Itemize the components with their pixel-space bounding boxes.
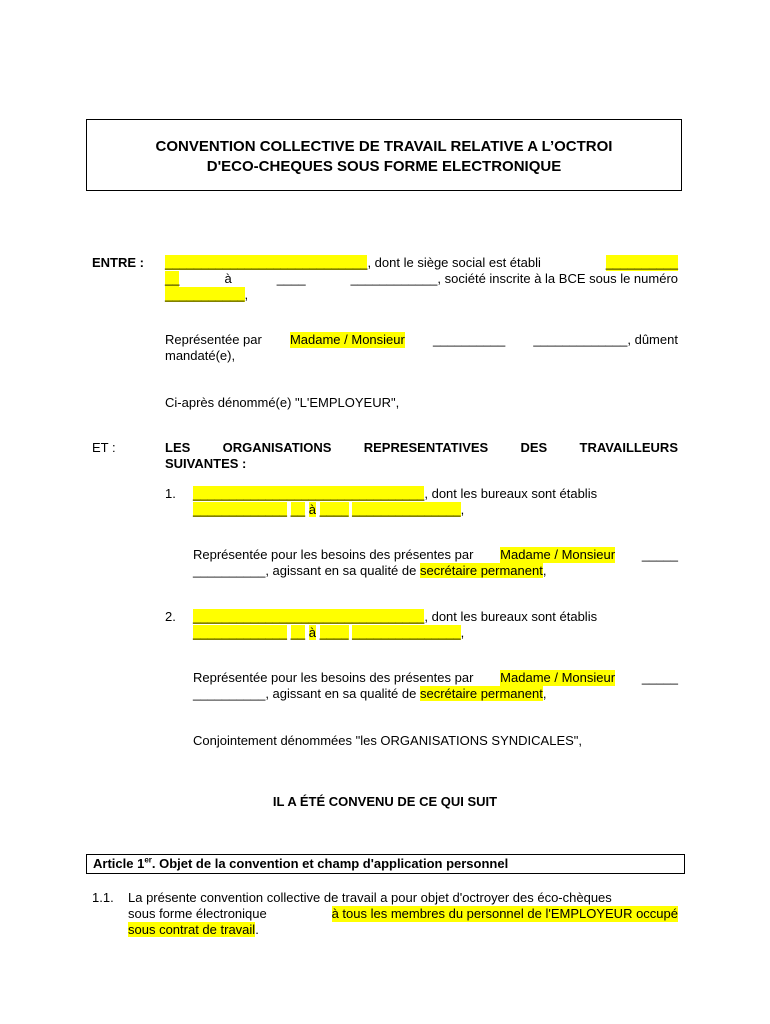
heading-word: REPRESENTATIVES [363,440,489,455]
company-name-blank[interactable]: ____________________________ [165,255,368,270]
heading-word: DES [520,440,548,455]
city-blank[interactable]: _______________ [352,625,461,640]
heading-word: TRAVAILLEURS [579,440,678,455]
secretaire-permanent-highlight[interactable]: secrétaire permanent [420,563,543,578]
street-number-blank[interactable]: __ [290,502,306,517]
article-title: . Objet de la convention et champ d'application personnel [151,856,509,871]
item-2-representative [193,670,678,702]
item-2-line-1 [193,609,678,625]
city-blank[interactable]: _______________ [352,502,461,517]
item-1-line-2 [193,502,678,518]
article-superscript: er [144,855,152,865]
entre-representative-paragraph [165,332,678,364]
et-heading-line-1 [165,440,678,456]
rep-prefix-text: Représentée par [165,332,262,347]
bce-text: , société inscrite à la BCE sous le numéro [437,271,678,286]
a-text: à [224,271,232,286]
siege-text: , dont le siège social est établi [367,255,541,270]
comma-text: , [244,287,249,302]
rep-suffix-text: , dûment [627,332,678,347]
item-2-rep-line-2 [193,686,678,702]
article-prefix: Article 1 [93,856,145,871]
street-number-blank[interactable]: __ [290,625,306,640]
et-heading [165,440,678,472]
entre-line-2 [165,271,678,287]
clause-1-1-text [128,890,678,938]
rep-name-blank-2[interactable]: _____________ [533,332,628,347]
bureaux-text: , dont les bureaux sont établis [424,486,598,501]
document-title-box [86,119,682,191]
rep-name-blank-1[interactable]: _____ [641,547,678,562]
comma-text: , [542,686,547,701]
madame-monsieur-highlight[interactable]: Madame / Monsieur [500,547,616,562]
postal-blank[interactable]: ____ [319,502,349,517]
rep-name-blank-1[interactable]: __________ [432,332,506,347]
postal-blank[interactable]: ____ [319,625,349,640]
street-blank[interactable]: _____________ [193,625,287,640]
rep-mid-text: , agissant en sa qualité de [265,686,417,701]
clause-1-1-number: 1.1. [92,890,114,905]
et-heading-line-2: SUIVANTES : [165,456,247,471]
item-1-rep-line-1 [193,547,678,563]
title-line-1: CONVENTION COLLECTIVE DE TRAVAIL RELATIVE A L’OCTROI [155,138,613,155]
entre-line-3 [165,287,678,303]
madame-monsieur-highlight[interactable]: Madame / Monsieur [289,332,405,347]
a-text: à [308,625,316,640]
comma-text: , [460,502,465,517]
rep-prefix-text: Représentée pour les besoins des présentes par [193,547,474,562]
item-1-address [193,486,678,518]
article-1-header [86,854,685,874]
contrat-highlight[interactable]: sous contrat de travail [128,922,256,937]
syndicales-denomination: Conjointement dénommées "les ORGANISATIONS SYNDICALES", [193,733,583,748]
rep-prefix-text: Représentée pour les besoins des présentes par [193,670,474,685]
street-blank[interactable]: _____________ [193,502,287,517]
convenu-heading: IL A ÉTÉ CONVENU DE CE QUI SUIT [272,794,498,809]
item-1-number: 1. [165,486,176,501]
rep-mid-text: , agissant en sa qualité de [265,563,417,578]
item-2-rep-line-1 [193,670,678,686]
street-number-blank[interactable]: __ [165,271,180,286]
rep-name-blank-1[interactable]: _____ [641,670,678,685]
heading-word: ORGANISATIONS [222,440,332,455]
org-name-blank[interactable]: ________________________________ [193,609,425,624]
org-name-blank[interactable]: ________________________________ [193,486,425,501]
item-2-address [193,609,678,641]
item-1-representative [193,547,678,579]
rep-name-blank-2[interactable]: __________ [193,563,266,578]
employeur-denomination: Ci-après dénommé(e) "L'EMPLOYEUR", [165,395,400,410]
personnel-highlight[interactable]: à tous les membres du personnel de l'EMPLOYEUR occupé [331,906,678,921]
item-1-line-1 [193,486,678,502]
secretaire-permanent-highlight[interactable]: secrétaire permanent [420,686,543,701]
title-line-2: D'ECO-CHEQUES SOUS FORME ELECTRONIQUE [206,158,562,175]
street-blank[interactable]: __________ [605,255,678,270]
clause-line-3 [128,922,678,938]
rep-line-1 [165,332,678,348]
entre-line-1 [165,255,678,271]
rep-line-2: mandaté(e), [165,348,236,363]
item-1-rep-line-2 [193,563,678,579]
bureaux-text: , dont les bureaux sont établis [424,609,598,624]
entre-label: ENTRE : [92,255,144,270]
item-2-line-2 [193,625,678,641]
postal-blank[interactable]: ____ [276,271,306,286]
et-label: ET : [92,440,116,455]
heading-word: LES [165,440,191,455]
madame-monsieur-highlight[interactable]: Madame / Monsieur [500,670,616,685]
a-text: à [308,502,316,517]
city-blank[interactable]: ____________ [350,271,438,286]
clause-line-2-prefix: sous forme électronique [128,906,267,921]
rep-name-blank-2[interactable]: __________ [193,686,266,701]
item-2-number: 2. [165,609,176,624]
comma-text: , [460,625,465,640]
clause-line-1: La présente convention collective de travail a pour objet d'octroyer des éco-chèques [128,890,612,905]
entre-company-paragraph [165,255,678,303]
bce-number-blank[interactable]: ___________ [165,287,245,302]
clause-line-2 [128,906,678,922]
comma-text: , [542,563,547,578]
period-text: . [255,922,259,937]
